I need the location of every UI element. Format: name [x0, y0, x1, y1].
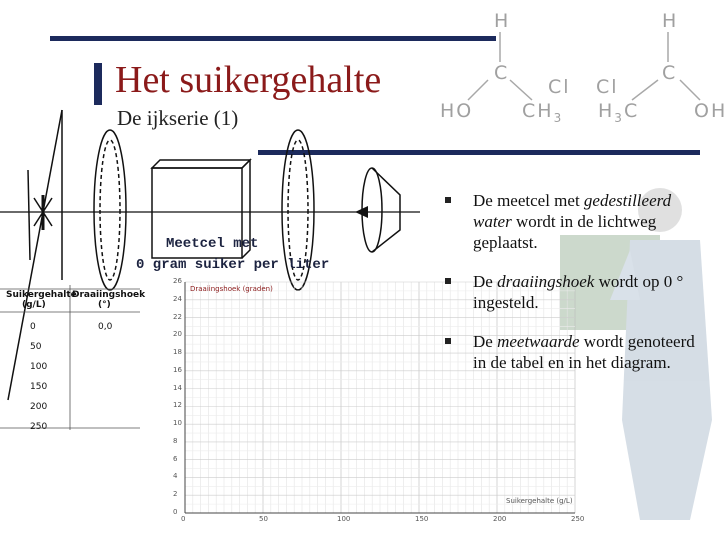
chart-ylabel: Draaiingshoek (graden)	[190, 285, 273, 293]
y-tick-label: 22	[173, 312, 182, 321]
y-tick-label: 18	[173, 348, 182, 357]
data-table-grid	[0, 285, 140, 430]
cell-label-line1: Meetcel met	[166, 236, 259, 252]
y-tick-label: 20	[173, 330, 182, 339]
table-cell-conc: 50	[30, 342, 42, 352]
molecule-cl-left: Cl	[548, 76, 571, 98]
bullet-item: De meetcel met gedestilleerd water wordt in de lichtweg geplaatst.	[445, 190, 705, 253]
y-tick-label: 0	[173, 508, 178, 516]
top-bar	[50, 36, 496, 41]
y-tick-label: 2	[173, 490, 178, 499]
table-header-angle: Draaiingshoek	[72, 290, 146, 300]
table-cell-conc: 0	[30, 322, 36, 332]
molecule-atom-c-right: C	[662, 62, 678, 84]
cell-label-line2: 0 gram suiker per liter	[136, 257, 330, 273]
bullet-list	[445, 190, 705, 391]
y-tick-label: 24	[173, 294, 182, 303]
table-cell-conc: 250	[30, 422, 48, 432]
accent-bar	[94, 63, 102, 105]
molecule-atom-h-left: H	[494, 10, 511, 32]
divider-bar	[258, 150, 700, 155]
table-header-conc: Suikergehalte	[6, 290, 77, 300]
table-header-angle-unit: (°)	[98, 300, 111, 310]
y-tick-label: 10	[173, 419, 182, 428]
y-tick-label: 12	[173, 401, 182, 410]
y-tick-label: 8	[173, 436, 178, 445]
bullet-item: De meetwaarde wordt genoteerd in de tabel en in het diagram.	[445, 331, 705, 373]
x-tick-label: 150	[415, 515, 429, 523]
molecule-oh: OH	[694, 100, 727, 122]
table-cell-conc: 150	[30, 382, 48, 392]
chart-xlabel: Suikergehalte (g/L)	[506, 497, 573, 505]
y-tick-label: 14	[173, 383, 182, 392]
molecule-ho: HO	[440, 100, 474, 122]
table-cell-angle: 0,0	[98, 322, 113, 332]
molecule-h3c: $H_3C$	[598, 100, 640, 125]
y-tick-label: 6	[173, 454, 178, 463]
table-cell-conc: 100	[30, 362, 48, 372]
y-tick-label: 4	[173, 472, 178, 481]
y-tick-label: 16	[173, 365, 182, 374]
bullet-item: De draaiingshoek wordt op 0 ° ingesteld.	[445, 271, 705, 313]
bullet-square-icon	[445, 197, 451, 203]
molecule-ch3: $CH_3$	[522, 100, 564, 125]
page-subtitle: De ijkserie (1)	[117, 106, 239, 130]
molecule-cl-right: Cl	[596, 76, 619, 98]
table-cell-conc: 200	[30, 402, 48, 412]
x-tick-label: 0	[181, 515, 186, 523]
bullet-square-icon	[445, 278, 451, 284]
y-tick-label: 26	[173, 277, 182, 285]
x-tick-label: 100	[337, 515, 351, 523]
bullet-square-icon	[445, 338, 451, 344]
molecule-atom-c-left: C	[494, 62, 510, 84]
molecule-atom-h-right: H	[662, 10, 679, 32]
page-title: Het suikergehalte	[115, 59, 382, 101]
x-tick-label: 50	[259, 515, 268, 523]
x-tick-label: 200	[493, 515, 507, 523]
x-tick-label: 250	[571, 515, 585, 523]
table-header-conc-unit: (g/L)	[22, 300, 46, 310]
